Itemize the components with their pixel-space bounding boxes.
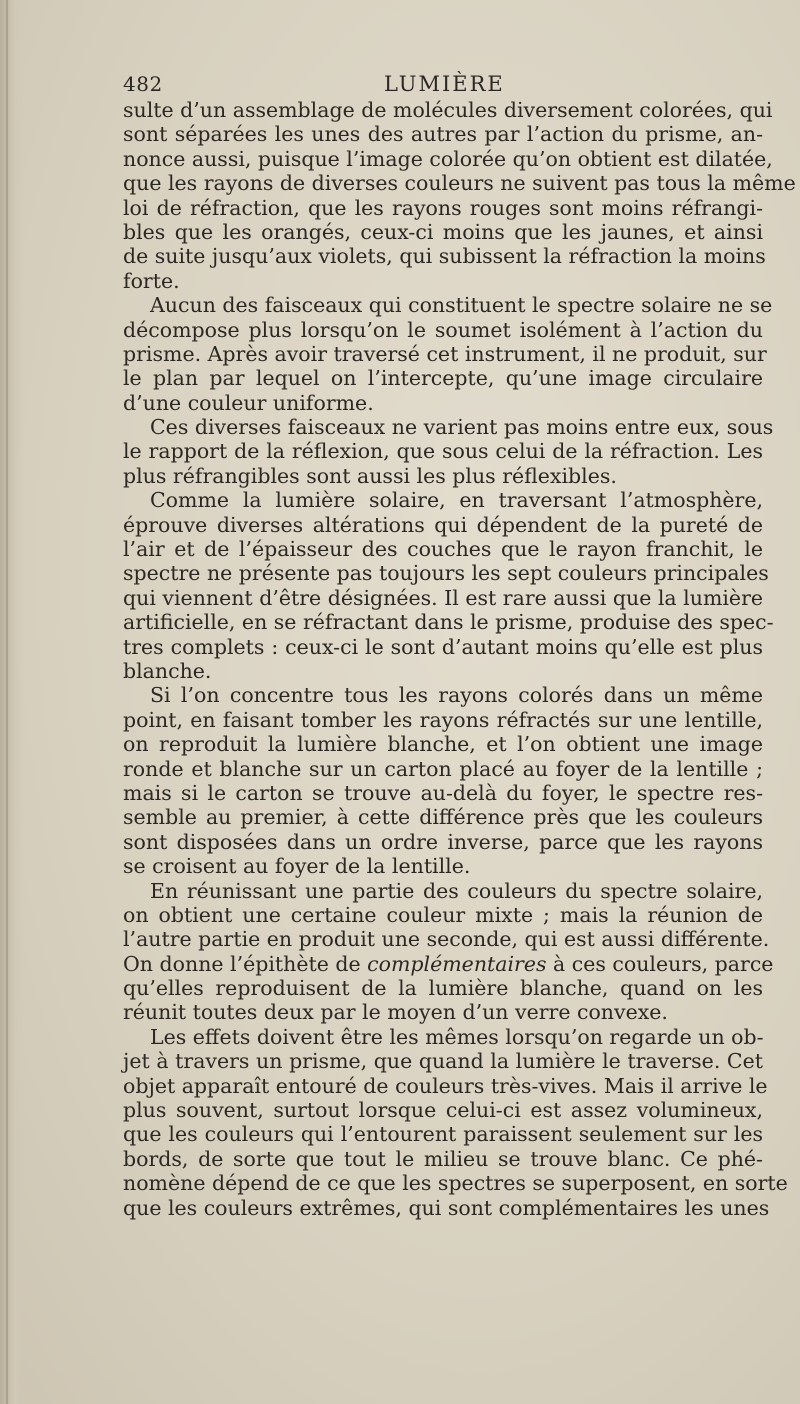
- binding-shadow-line: [6, 0, 8, 1404]
- text-line: décompose plus lorsqu’on le soumet isolément à l’action du: [123, 317, 763, 342]
- paragraph-first-line: Les effets doivent être les mêmes lorsqu’on regarde un ob-: [150, 1024, 764, 1049]
- text-line: artificielle, en se réfractant dans le prisme, produise des spec-: [123, 610, 774, 635]
- running-title: LUMIÈRE: [384, 72, 505, 96]
- text-line: sont séparées les unes des autres par l’action du prisme, an-: [123, 122, 763, 147]
- text-line: que les rayons de diverses couleurs ne suivent pas tous la même: [123, 171, 796, 196]
- text-line: forte.: [123, 268, 180, 293]
- text-line: blanche.: [123, 658, 212, 683]
- text-line: nonce aussi, puisque l’image colorée qu’on obtient est dilatée,: [123, 146, 773, 171]
- text-line: semble au premier, à cette différence près que les couleurs: [123, 805, 763, 830]
- paragraph-first-line: Ces diverses faisceaux ne varient pas moins entre eux, sous: [150, 415, 774, 440]
- text-line: loi de réfraction, que les rayons rouges sont moins réfrangi-: [123, 195, 763, 220]
- text-line: sont disposées dans un ordre inverse, parce que les rayons: [123, 829, 763, 854]
- text-line: l’air et de l’épaisseur des couches que le rayon franchit, le: [123, 537, 763, 562]
- text-line: on obtient une certaine couleur mixte ; mais la réunion de: [123, 902, 763, 927]
- body-text: [123, 98, 796, 1220]
- text-line: que les couleurs extrêmes, qui sont complémentaires les unes: [123, 1195, 770, 1220]
- text-segment: à ces couleurs, parce: [546, 951, 774, 976]
- text-line: spectre ne présente pas toujours les sept couleurs principales: [123, 561, 769, 586]
- text-line: le rapport de la réflexion, que sous celui de la réfraction. Les: [123, 439, 763, 464]
- text-line: prisme. Après avoir traversé cet instrument, il ne produit, sur: [123, 341, 767, 366]
- text-segment: On donne l’épithète de: [123, 951, 368, 976]
- text-line: que les couleurs qui l’entourent paraissent seulement sur les: [123, 1122, 763, 1147]
- text-line: éprouve diverses altérations qui dépendent de la pureté de: [123, 512, 763, 537]
- text-line: on reproduit la lumière blanche, et l’on obtient une image: [123, 732, 763, 757]
- text-line: tres complets : ceux-ci le sont d’autant moins qu’elle est plus: [123, 634, 763, 659]
- text-line: point, en faisant tomber les rayons réfractés sur une lentille,: [123, 707, 763, 732]
- paragraph-first-line: En réunissant une partie des couleurs du spectre solaire,: [150, 878, 763, 903]
- text-line: jet à travers un prisme, que quand la lumière le traverse. Cet: [123, 1049, 763, 1074]
- page-number: 482: [123, 72, 163, 96]
- text-line: le plan par lequel on l’intercepte, qu’une image circulaire: [123, 366, 763, 391]
- text-line: bles que les orangés, ceux-ci moins que les jaunes, et ainsi: [123, 219, 763, 244]
- text-line: de suite jusqu’aux violets, qui subissent la réfraction la moins: [123, 244, 766, 269]
- text-line: se croisent au foyer de la lentille.: [123, 854, 471, 879]
- italic-term: complémentaires: [367, 951, 547, 976]
- text-line: mais si le carton se trouve au-delà du foyer, le spectre res-: [123, 780, 763, 805]
- text-line: réunit toutes deux par le moyen d’un verre convexe.: [123, 1000, 668, 1025]
- page-binding-edge: [0, 0, 24, 1404]
- paragraph-first-line: Si l’on concentre tous les rayons colorés dans un même: [150, 683, 763, 708]
- text-line: l’autre partie en produit une seconde, qui est aussi différente.: [123, 927, 770, 952]
- text-line: plus réfrangibles sont aussi les plus réflexibles.: [123, 463, 617, 488]
- text-line: sulte d’un assemblage de molécules diversement colorées, qui: [123, 98, 773, 122]
- paragraph-first-line: Comme la lumière solaire, en traversant l’atmosphère,: [150, 488, 763, 513]
- text-line: ronde et blanche sur un carton placé au foyer de la lentille ;: [123, 756, 763, 781]
- text-line: d’une couleur uniforme.: [123, 390, 374, 415]
- text-line: objet apparaît entouré de couleurs très-vives. Mais il arrive le: [123, 1073, 768, 1098]
- text-line: nomène dépend de ce que les spectres se superposent, en sorte: [123, 1171, 788, 1196]
- text-line-with-italic: [123, 951, 774, 976]
- paragraph-first-line: Aucun des faisceaux qui constituent le spectre solaire ne se: [150, 293, 773, 318]
- text-line: bords, de sorte que tout le milieu se trouve blanc. Ce phé-: [123, 1146, 763, 1171]
- text-line: qu’elles reproduisent de la lumière blanche, quand on les: [123, 976, 763, 1001]
- text-line: qui viennent d’être désignées. Il est rare aussi que la lumière: [123, 585, 763, 610]
- text-line: plus souvent, surtout lorsque celui-ci est assez volumineux,: [123, 1098, 763, 1123]
